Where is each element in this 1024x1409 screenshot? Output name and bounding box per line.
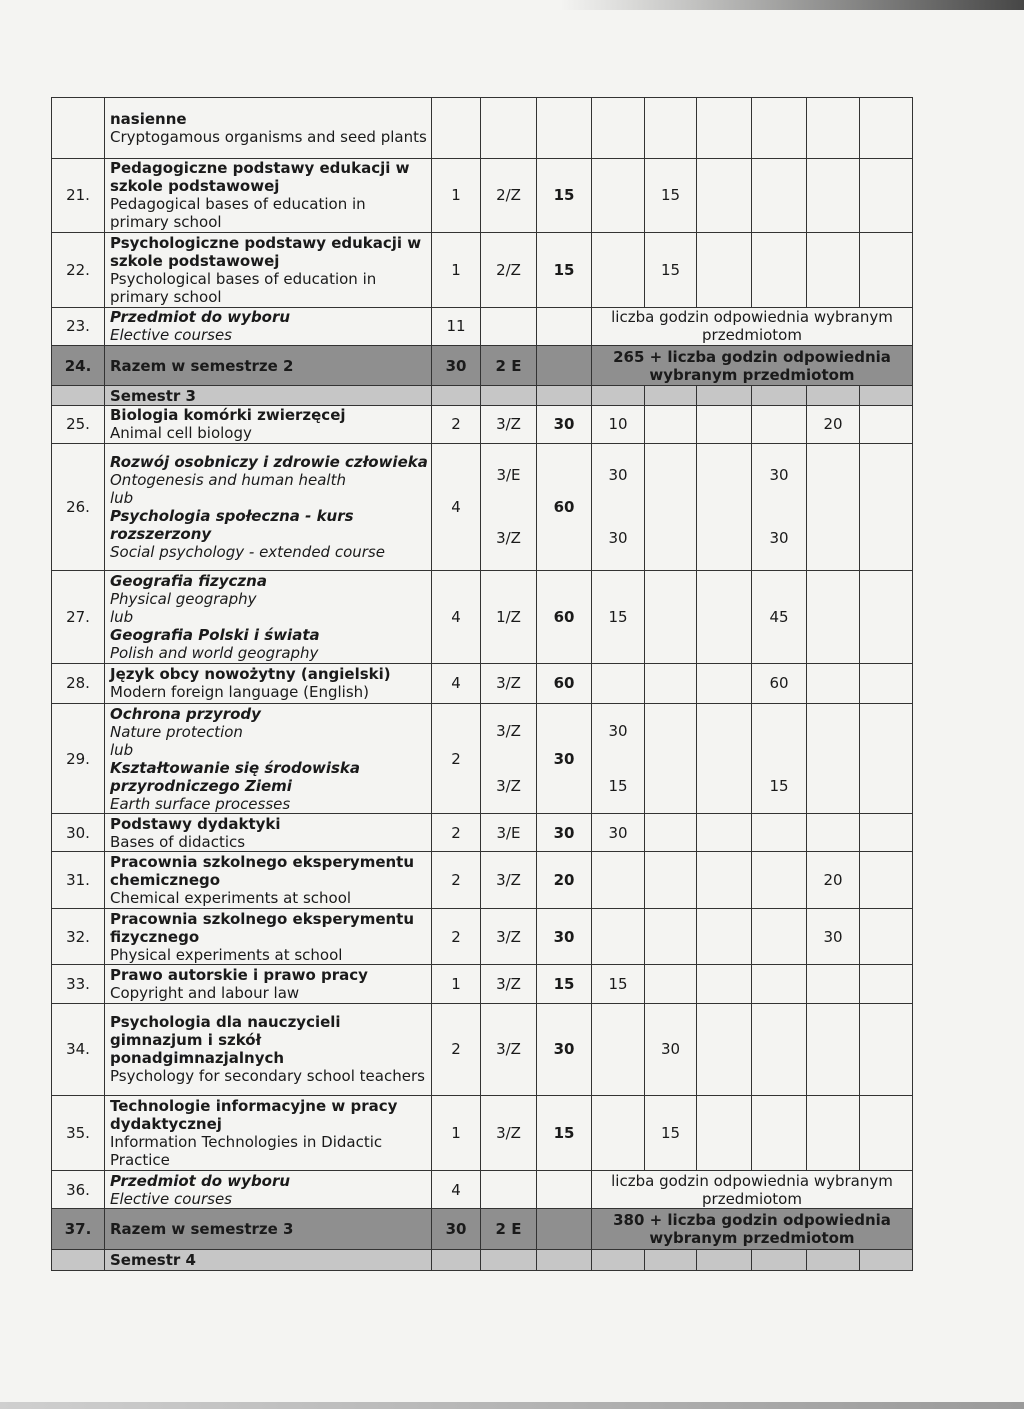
hours-cell: 20 xyxy=(807,405,860,443)
alternative-label: lub xyxy=(110,607,134,626)
hours-cell: 60 xyxy=(752,663,807,703)
total-hours: 15 xyxy=(537,1096,592,1171)
ects-value: 11 xyxy=(432,307,481,345)
hours-value: 15 xyxy=(769,776,789,795)
subject-cell xyxy=(105,908,432,964)
total-hours: 30 xyxy=(537,405,592,443)
subject-cell xyxy=(105,307,432,345)
ects-value: 1 xyxy=(432,233,481,308)
subject-name-pl: Biologia komórki zwierzęcej xyxy=(110,406,346,425)
row-number: 34. xyxy=(52,1003,105,1096)
row-number xyxy=(52,98,105,159)
hours-cell xyxy=(752,704,807,814)
row-number: 25. xyxy=(52,405,105,443)
hours-cell: 30 xyxy=(592,814,645,852)
scan-shadow-bottom xyxy=(0,1402,1024,1409)
subject-cell xyxy=(105,570,432,663)
hours-value: 30 xyxy=(608,466,628,485)
subject-name-en: Animal cell biology xyxy=(110,424,252,443)
row-number: 27. xyxy=(52,570,105,663)
hours-cell xyxy=(592,443,645,570)
subject-name-en: Cryptogamous organisms and seed plants xyxy=(110,127,427,146)
row-number: 36. xyxy=(52,1170,105,1208)
subject-cell xyxy=(105,852,432,908)
subject-name-pl: Rozwój osobniczy i zdrowie człowieka xyxy=(110,452,428,471)
hours-value: 30 xyxy=(769,466,789,485)
ects-value: 2 xyxy=(432,814,481,852)
table-row xyxy=(52,852,913,908)
table-row xyxy=(52,158,913,233)
ects-value: 2 xyxy=(432,1003,481,1096)
row-number: 33. xyxy=(52,965,105,1003)
hours-cell: 20 xyxy=(807,852,860,908)
semester-form-cell xyxy=(481,443,537,570)
subject-name-en: Psychology for secondary school teachers xyxy=(110,1067,425,1086)
semester-form: 3/Z xyxy=(481,965,537,1003)
row-number: 28. xyxy=(52,663,105,703)
hours-cell: 10 xyxy=(592,405,645,443)
subject-name-en: Nature protection xyxy=(110,722,243,741)
hours-cell: 15 xyxy=(645,1096,697,1171)
ects-value: 4 xyxy=(432,570,481,663)
semester-form: 2/Z xyxy=(481,158,537,233)
semester-total-row xyxy=(52,346,913,386)
row-number: 30. xyxy=(52,814,105,852)
table-row xyxy=(52,233,913,308)
subject-name-pl: Pedagogiczne podstawy edukacji w szkole podstawowej xyxy=(110,159,410,196)
total-hours: 15 xyxy=(537,233,592,308)
subject-name-en: Bases of didactics xyxy=(110,832,246,851)
semester-form: 3/Z xyxy=(481,1096,537,1171)
semester-form: 1/Z xyxy=(481,570,537,663)
exam-count: 2 E xyxy=(481,346,537,386)
total-hours: 60 xyxy=(537,663,592,703)
subject-name-pl: nasienne xyxy=(110,109,187,128)
subject-name-pl: Podstawy dydaktyki xyxy=(110,814,281,833)
row-number: 32. xyxy=(52,908,105,964)
row-number: 35. xyxy=(52,1096,105,1171)
subject-name-pl: Technologie informacyjne w pracy dydaktycznej xyxy=(110,1097,398,1134)
row-number: 22. xyxy=(52,233,105,308)
ects-value: 4 xyxy=(432,663,481,703)
ects-value: 4 xyxy=(432,1170,481,1208)
semester-form: 3/E xyxy=(481,814,537,852)
subject-name-pl: Pracownia szkolnego eksperymentu chemicznego xyxy=(110,853,415,890)
subject-name-pl-alt: Psychologia społeczna - kurs rozszerzony xyxy=(110,506,354,543)
row-number: 23. xyxy=(52,307,105,345)
curriculum-table-page xyxy=(51,97,907,1271)
hours-value: 15 xyxy=(608,776,628,795)
subject-cell xyxy=(105,158,432,233)
table-row xyxy=(52,965,913,1003)
table-row xyxy=(52,908,913,964)
semester-title: Semestr 3 xyxy=(105,386,432,405)
hours-cell: 30 xyxy=(645,1003,697,1096)
subject-name-en: Copyright and labour law xyxy=(110,983,300,1002)
subject-name-en: Chemical experiments at school xyxy=(110,889,352,908)
subject-name-en: Information Technologies in Didactic Practice xyxy=(110,1133,383,1170)
semester-form: 3/Z xyxy=(481,852,537,908)
table-row xyxy=(52,1096,913,1171)
hours-value: 30 xyxy=(608,529,628,548)
ects-total: 30 xyxy=(432,1209,481,1249)
subject-cell xyxy=(105,1003,432,1096)
alternative-label: lub xyxy=(110,488,134,507)
table-row xyxy=(52,663,913,703)
semester-header-row xyxy=(52,1249,913,1270)
hours-cell: 15 xyxy=(645,233,697,308)
subject-cell xyxy=(105,814,432,852)
subject-cell xyxy=(105,98,432,159)
subject-name-pl: Pracownia szkolnego eksperymentu fizycznego xyxy=(110,909,415,946)
hours-note: 380 + liczba godzin odpowiednia wybranym przedmiotom xyxy=(592,1209,913,1249)
hours-cell xyxy=(592,704,645,814)
row-number: 21. xyxy=(52,158,105,233)
subject-name-pl: Psychologia dla nauczycieli gimnazjum i szkół ponadgimnazjalnych xyxy=(110,1013,341,1068)
subject-name-en: Physical geography xyxy=(110,589,257,608)
subject-name-en: Psychological bases of education in primary school xyxy=(110,269,377,306)
row-number: 31. xyxy=(52,852,105,908)
ects-value: 1 xyxy=(432,965,481,1003)
subject-name-en: Physical experiments at school xyxy=(110,945,343,964)
subject-cell xyxy=(105,443,432,570)
subject-cell xyxy=(105,1170,432,1208)
subject-cell xyxy=(105,663,432,703)
hours-value: 30 xyxy=(608,722,628,741)
semester-form-cell xyxy=(481,704,537,814)
hours-cell: 15 xyxy=(592,570,645,663)
subject-cell xyxy=(105,704,432,814)
total-hours: 60 xyxy=(537,443,592,570)
ects-value: 2 xyxy=(432,908,481,964)
hours-cell: 30 xyxy=(807,908,860,964)
ects-value: 1 xyxy=(432,1096,481,1171)
hours-note: liczba godzin odpowiednia wybranym przedmiotom xyxy=(592,307,913,345)
ects-total: 30 xyxy=(432,346,481,386)
ects-value: 1 xyxy=(432,158,481,233)
subject-cell xyxy=(105,233,432,308)
subject-name-pl-alt: Kształtowanie się środowiska przyrodniczego Ziemi xyxy=(110,758,361,795)
hours-cell xyxy=(752,443,807,570)
total-hours: 15 xyxy=(537,965,592,1003)
hours-note: 265 + liczba godzin odpowiednia wybranym przedmiotom xyxy=(592,346,913,386)
ects-value: 4 xyxy=(432,443,481,570)
subject-name-en-alt: Earth surface processes xyxy=(110,794,291,813)
total-hours: 15 xyxy=(537,158,592,233)
row-number: 37. xyxy=(52,1209,105,1249)
row-number: 29. xyxy=(52,704,105,814)
semester-form: 3/Z xyxy=(496,776,521,795)
ects-value: 2 xyxy=(432,405,481,443)
scan-shadow-top xyxy=(560,0,1024,10)
semester-title: Semestr 4 xyxy=(105,1249,432,1270)
hours-value: 30 xyxy=(769,529,789,548)
hours-note: liczba godzin odpowiednia wybranym przedmiotom xyxy=(592,1170,913,1208)
table-row xyxy=(52,443,913,570)
subject-name-pl: Geografia fizyczna xyxy=(110,571,267,590)
table-row xyxy=(52,1170,913,1208)
table-row xyxy=(52,98,913,159)
total-label: Razem w semestrze 3 xyxy=(105,1209,432,1249)
semester-total-row xyxy=(52,1209,913,1249)
subject-name-pl-alt: Geografia Polski i świata xyxy=(110,625,320,644)
table-row xyxy=(52,405,913,443)
subject-name-pl: Prawo autorskie i prawo pracy xyxy=(110,965,368,984)
subject-name-en: Pedagogical bases of education in primary school xyxy=(110,195,366,232)
subject-name-en: Modern foreign language (English) xyxy=(110,683,370,702)
subject-cell xyxy=(105,405,432,443)
subject-name-pl: Język obcy nowożytny (angielski) xyxy=(110,665,391,684)
subject-cell xyxy=(105,965,432,1003)
table-row xyxy=(52,704,913,814)
ects-value: 2 xyxy=(432,704,481,814)
table-row xyxy=(52,814,913,852)
subject-cell xyxy=(105,1096,432,1171)
total-hours: 60 xyxy=(537,570,592,663)
subject-name-pl: Psychologiczne podstawy edukacji w szkole podstawowej xyxy=(110,233,422,270)
ects-value: 2 xyxy=(432,852,481,908)
total-hours: 30 xyxy=(537,908,592,964)
semester-form: 3/Z xyxy=(481,663,537,703)
subject-name-en: Elective courses xyxy=(110,326,232,345)
total-label: Razem w semestrze 2 xyxy=(105,346,432,386)
hours-cell: 15 xyxy=(592,965,645,1003)
subject-name-pl: Ochrona przyrody xyxy=(110,704,261,723)
semester-form: 2/Z xyxy=(481,233,537,308)
hours-cell: 45 xyxy=(752,570,807,663)
table-row xyxy=(52,307,913,345)
exam-count: 2 E xyxy=(481,1209,537,1249)
table-row xyxy=(52,1003,913,1096)
subject-name-en: Ontogenesis and human health xyxy=(110,470,346,489)
semester-form: 3/Z xyxy=(496,722,521,741)
row-number: 26. xyxy=(52,443,105,570)
row-number: 24. xyxy=(52,346,105,386)
total-hours: 30 xyxy=(537,1003,592,1096)
subject-name-pl: Przedmiot do wyboru xyxy=(110,308,291,327)
hours-cell: 15 xyxy=(645,158,697,233)
subject-name-en-alt: Polish and world geography xyxy=(110,643,319,662)
total-hours: 20 xyxy=(537,852,592,908)
subject-name-en-alt: Social psychology - extended course xyxy=(110,542,385,561)
curriculum-table xyxy=(51,97,913,1271)
semester-form: 3/Z xyxy=(481,405,537,443)
total-hours: 30 xyxy=(537,704,592,814)
table-row xyxy=(52,570,913,663)
subject-name-en: Elective courses xyxy=(110,1189,232,1208)
semester-form: 3/E xyxy=(496,466,521,485)
semester-form: 3/Z xyxy=(481,908,537,964)
semester-form: 3/Z xyxy=(496,529,521,548)
alternative-label: lub xyxy=(110,740,134,759)
total-hours: 30 xyxy=(537,814,592,852)
semester-form: 3/Z xyxy=(481,1003,537,1096)
semester-header-row xyxy=(52,386,913,405)
subject-name-pl: Przedmiot do wyboru xyxy=(110,1171,291,1190)
